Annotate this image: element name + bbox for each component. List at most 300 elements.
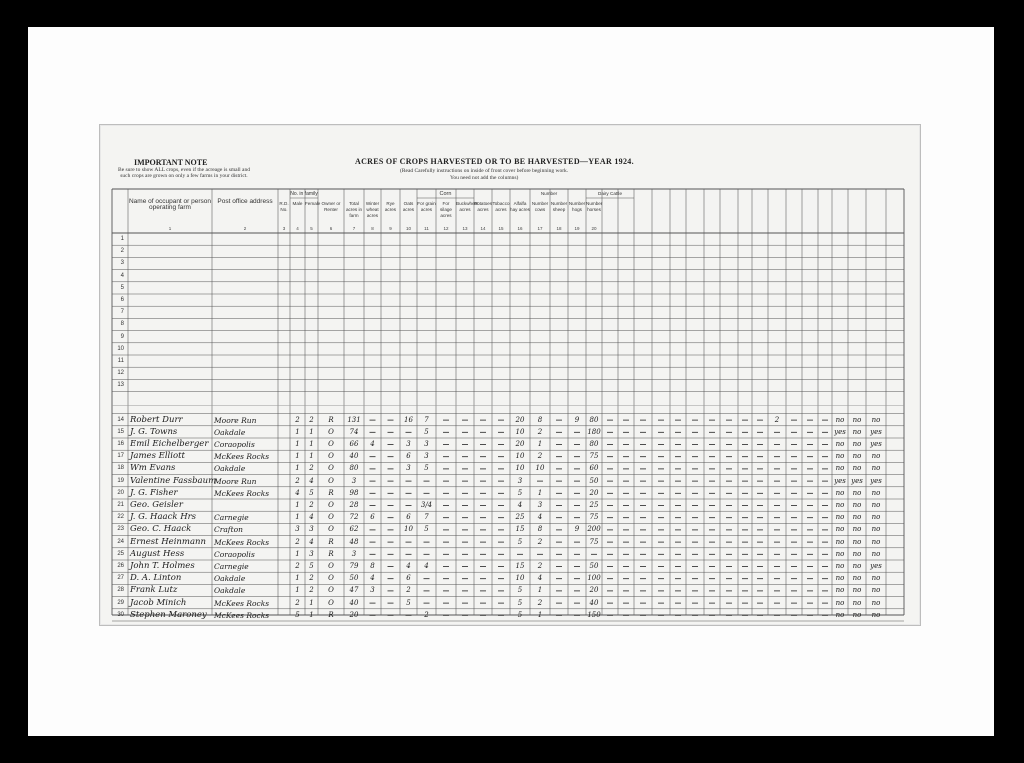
field-cows: 2 (537, 562, 543, 570)
field-hogs: 20 (589, 488, 599, 497)
field-alfalfa: 4 (517, 501, 523, 509)
field-cows: 3 (537, 501, 543, 509)
field-alfalfa: 3 (517, 476, 523, 485)
field-f: 2 (309, 586, 314, 595)
post-office-address: McKees Rocks (214, 488, 270, 498)
field-grain: 4 (424, 562, 429, 570)
post-office-address: McKees Rocks (214, 537, 270, 547)
field-alfalfa: 5 (517, 586, 523, 595)
field-total: 66 (349, 440, 359, 448)
field-owner: O (328, 452, 334, 461)
field-cows: 1 (537, 488, 543, 497)
field-owner: O (328, 586, 334, 595)
field-cows: 4 (537, 574, 543, 583)
note-text: Be sure to show ALL crops, even if the acreage is small and such crops are grown on only a few farms in your district. (118, 167, 250, 179)
field-oats: 6 (406, 513, 411, 522)
field-m: 1 (295, 549, 300, 558)
field-a: no (835, 488, 845, 497)
row-number: 15 (117, 428, 124, 435)
field-cows: 2 (537, 427, 543, 436)
field-m: 2 (295, 598, 300, 607)
field-grain: 5 (424, 525, 429, 534)
field-alfalfa: 10 (515, 452, 525, 461)
field-total: 40 (349, 452, 359, 461)
field-a: no (835, 525, 845, 534)
field-b: no (852, 610, 862, 619)
field-a: no (835, 464, 845, 473)
post-office-address: Oakdale (214, 586, 246, 596)
field-cows: 8 (537, 525, 543, 534)
row-number: 6 (120, 297, 124, 303)
field-owner: R (328, 415, 334, 424)
field-c: no (871, 537, 881, 546)
column-number: 19 (574, 226, 580, 231)
field-m: 2 (295, 537, 300, 546)
field-c: yes (870, 440, 882, 448)
field-a: no (835, 537, 845, 546)
number-header: Number (540, 191, 558, 196)
row-number: 24 (117, 538, 124, 545)
field-a: no (835, 452, 845, 461)
field-b: no (852, 452, 862, 461)
row-number: 13 (117, 382, 124, 389)
field-f: 2 (309, 464, 314, 473)
field-total: 3 (351, 549, 357, 558)
post-office-address: Carnegie (214, 562, 249, 571)
field-hogs: 80 (589, 415, 599, 424)
field-alfalfa: 5 (517, 488, 523, 497)
post-office-address: McKees Rocks (214, 452, 270, 462)
field-a: no (835, 415, 845, 424)
field-c: yes (870, 427, 882, 436)
field-c: no (871, 549, 881, 558)
occupant-name: Jacob Minich (130, 597, 187, 608)
field-total: 72 (349, 513, 359, 522)
field-owner: O (328, 476, 334, 485)
field-hogs: 80 (589, 440, 599, 448)
field-cows: 2 (537, 598, 543, 607)
post-office-address: Oakdale (214, 464, 246, 474)
census-form (99, 124, 921, 626)
field-c: no (871, 598, 881, 607)
row-number: 1 (120, 236, 124, 242)
field-owner: O (328, 525, 334, 534)
column-number: 3 (282, 226, 286, 231)
field-b: no (852, 513, 862, 522)
field-f: 1 (309, 598, 314, 607)
row-number: 16 (117, 441, 124, 447)
row-number: 25 (117, 550, 124, 557)
field-c: yes (870, 476, 882, 485)
field-f: 1 (309, 440, 314, 448)
field-c: no (871, 501, 881, 509)
occupant-name: J. G. Towns (130, 426, 178, 437)
field-f: 3 (309, 525, 314, 534)
field-a: no (835, 574, 845, 583)
column-header: Male (292, 201, 303, 206)
field-alfalfa: 10 (515, 464, 525, 473)
field-b: no (852, 549, 862, 558)
column-number: 15 (498, 226, 504, 231)
field-owner: O (328, 513, 334, 522)
row-number: 11 (117, 358, 124, 364)
field-horses: 9 (574, 415, 580, 424)
field-grain: 7 (424, 415, 429, 424)
occupant-name: Emil Eichelberger (130, 439, 209, 449)
occupant-name: Geo. C. Haack (130, 524, 192, 535)
field-hogs: 60 (589, 464, 599, 473)
column-number: 14 (480, 226, 486, 231)
column-header: Number cows (531, 201, 549, 212)
post-office-address: McKees Rocks (214, 598, 270, 608)
no-in-family-header: No. in family (290, 191, 318, 197)
post-office-address: Carnegie (214, 513, 249, 523)
field-m: 4 (295, 488, 300, 497)
field-m: 1 (295, 427, 300, 436)
post-office-address: McKees Rocks (214, 610, 270, 620)
field-m: 2 (295, 476, 300, 485)
column-header: For silage acres (439, 201, 452, 218)
row-number: 28 (117, 587, 124, 594)
field-f31: 2 (774, 415, 780, 424)
field-total: 3 (351, 476, 357, 485)
field-owner: R (328, 549, 334, 558)
column-header: Oats acres (402, 201, 415, 212)
post-office-address: Coraopolis (214, 549, 255, 559)
field-m: 5 (295, 610, 300, 619)
column-header: Potatoes acres (474, 201, 493, 212)
field-hogs: 100 (587, 574, 601, 583)
field-total: 98 (349, 488, 359, 497)
field-total: 50 (349, 574, 359, 583)
field-a: yes (834, 427, 846, 436)
field-b: no (852, 440, 862, 448)
field-cows: 1 (537, 586, 543, 595)
column-header: Number horses (586, 201, 603, 212)
field-f: 4 (309, 537, 314, 546)
field-m: 1 (295, 452, 300, 461)
column-number: 8 (371, 226, 374, 231)
field-grain: 3/4 (420, 501, 433, 509)
field-grain: 5 (424, 427, 429, 436)
field-total: 40 (349, 598, 359, 607)
field-oats: 2 (406, 586, 411, 595)
row-number: 5 (120, 284, 124, 291)
field-grain: 7 (424, 513, 429, 522)
field-b: no (852, 415, 862, 424)
field-b: no (852, 427, 862, 436)
field-cows: 1 (537, 440, 543, 448)
column-number: 7 (352, 226, 356, 231)
field-hogs: 50 (589, 476, 599, 485)
column-number: 18 (556, 226, 562, 231)
field-oats: 3 (406, 440, 411, 448)
note-title: IMPORTANT NOTE (134, 158, 208, 167)
field-cows: 2 (537, 537, 543, 546)
field-c: no (871, 464, 881, 473)
row-number: 4 (120, 272, 124, 279)
occupant-name: Wm Evans (130, 463, 176, 474)
field-b: no (852, 598, 862, 607)
field-alfalfa: 20 (515, 415, 525, 424)
field-owner: O (328, 574, 334, 583)
post-office-address: Crafton (214, 525, 243, 535)
field-c: no (871, 610, 881, 619)
column-header: Name of occupant or person operating farm (128, 198, 212, 211)
column-header: Rye acres (384, 201, 397, 212)
field-hogs: 25 (589, 501, 599, 509)
field-alfalfa: 10 (515, 574, 525, 583)
field-alfalfa: 5 (517, 537, 523, 546)
field-m: 1 (295, 464, 300, 473)
field-c: no (871, 415, 881, 424)
column-number: 20 (591, 226, 597, 231)
field-wheat: 3 (370, 586, 375, 595)
field-owner: O (328, 598, 334, 607)
column-header: Winter wheat acres (365, 201, 380, 218)
field-alfalfa: 15 (515, 562, 525, 570)
field-grain: 3 (424, 452, 429, 461)
column-header: Number hogs (568, 201, 586, 212)
column-number: 6 (329, 226, 333, 231)
field-a: no (835, 586, 845, 595)
field-f: 2 (309, 574, 314, 583)
occupant-name: Stephen Maroney (130, 609, 207, 620)
row-number: 17 (117, 453, 124, 460)
field-m: 1 (295, 574, 300, 583)
column-header: Female (305, 201, 321, 206)
field-b: no (852, 525, 862, 534)
field-b: no (852, 586, 862, 595)
field-c: no (871, 513, 881, 522)
row-number: 9 (120, 333, 124, 340)
dairy-cattle-header: Dairy Cattle (598, 191, 622, 196)
field-m: 1 (295, 586, 300, 595)
row-number: 26 (117, 563, 124, 569)
column-header: Tobacco acres (492, 201, 510, 212)
row-number: 27 (117, 575, 124, 582)
field-m: 2 (295, 562, 300, 570)
column-number: 17 (537, 226, 543, 231)
field-owner: O (328, 427, 334, 436)
field-cows: 1 (537, 610, 543, 619)
column-header: Alfalfa hay acres (510, 201, 530, 212)
field-f: 2 (309, 415, 314, 424)
post-office-address: Moore Run (214, 476, 257, 486)
field-m: 1 (295, 501, 300, 509)
field-b: no (852, 537, 862, 546)
field-c: no (871, 574, 881, 583)
subtitle-instructions: (Read Carefully instructions on inside of front cover before beginning work. (400, 168, 569, 174)
field-b: no (852, 464, 862, 473)
row-number: 19 (117, 477, 124, 484)
field-c: no (871, 452, 881, 461)
field-alfalfa: 15 (515, 525, 525, 534)
field-hogs: 150 (587, 610, 601, 619)
row-number: 7 (120, 309, 124, 316)
column-number: 11 (424, 226, 429, 231)
corn-header: Corn (439, 191, 452, 197)
field-wheat: 4 (370, 440, 375, 448)
column-number: 2 (243, 226, 247, 231)
field-owner: O (328, 501, 334, 509)
field-total: 131 (347, 415, 361, 424)
field-f: 4 (309, 476, 314, 485)
field-owner: R (328, 488, 334, 497)
column-header: For grain acres (417, 201, 436, 212)
field-c: yes (870, 562, 882, 570)
column-header: R.D. No. (279, 201, 289, 212)
post-office-address: Oakdale (214, 427, 246, 437)
row-number: 2 (120, 248, 124, 255)
column-number: 16 (517, 226, 523, 231)
field-f: 5 (309, 562, 314, 570)
field-a: no (835, 549, 845, 558)
field-m: 3 (295, 525, 300, 534)
field-hogs: 75 (589, 452, 599, 461)
occupant-name: Geo. Geisler (130, 500, 183, 510)
page-title: ACRES OF CROPS HARVESTED OR TO BE HARVESTED—YEAR 1924. (355, 157, 634, 166)
column-number: 10 (405, 226, 411, 231)
row-number: 29 (117, 599, 124, 606)
field-hogs: 20 (589, 586, 599, 595)
field-oats: 4 (406, 562, 411, 570)
post-office-address: Oakdale (214, 574, 246, 584)
row-number: 20 (117, 489, 124, 496)
field-horses: 9 (574, 525, 580, 534)
field-a: no (835, 598, 845, 607)
occupant-name: Robert Durr (130, 414, 183, 425)
field-a: no (835, 501, 845, 509)
field-b: no (852, 574, 862, 583)
occupant-name: Valentine Fassbaum (130, 475, 217, 486)
field-hogs: 75 (589, 513, 599, 522)
field-cows: 4 (537, 513, 543, 522)
field-total: 48 (349, 537, 359, 546)
field-alfalfa: 5 (517, 598, 523, 607)
field-a: no (835, 513, 845, 522)
field-wheat: 6 (370, 513, 375, 522)
field-grain: 2 (424, 610, 429, 619)
subtitle-note: You need not add the columns) (450, 175, 519, 181)
column-header: Total acres in farm (345, 201, 363, 218)
field-wheat: 4 (370, 574, 375, 583)
field-grain: 3 (424, 440, 429, 448)
field-oats: 6 (406, 574, 411, 583)
field-c: no (871, 586, 881, 595)
column-header: Post office address (217, 198, 273, 205)
field-f: 1 (309, 610, 314, 619)
post-office-address: Moore Run (214, 415, 257, 425)
field-owner: O (328, 440, 334, 448)
field-owner: R (328, 537, 334, 546)
field-hogs: 40 (589, 598, 599, 607)
field-c: no (871, 525, 881, 534)
occupant-name: J. G. Fisher (130, 487, 178, 498)
field-cows: 10 (535, 464, 545, 473)
column-number: 9 (389, 226, 392, 231)
occupant-name: John T. Holmes (130, 561, 195, 571)
field-a: no (835, 440, 845, 448)
field-oats: 10 (404, 525, 413, 534)
field-hogs: 75 (589, 537, 599, 546)
field-f: 2 (309, 501, 314, 509)
row-number: 23 (117, 526, 124, 533)
field-f: 5 (309, 488, 314, 497)
occupant-name: August Hess (130, 548, 185, 559)
field-total: 62 (349, 525, 359, 534)
field-oats: 6 (406, 452, 411, 461)
field-m: 1 (295, 513, 300, 522)
field-total: 74 (349, 427, 359, 436)
field-hogs: 180 (587, 427, 601, 436)
field-c: no (871, 488, 881, 497)
field-grain: 5 (424, 464, 429, 473)
row-number: 21 (117, 502, 124, 508)
field-total: 28 (349, 501, 359, 509)
occupant-name: Frank Lutz (130, 585, 178, 596)
field-cows: 8 (537, 415, 543, 424)
row-number: 12 (117, 370, 124, 377)
row-number: 10 (117, 345, 124, 352)
field-total: 80 (349, 464, 359, 473)
occupant-name: Ernest Heinmann (130, 536, 206, 547)
field-b: no (852, 488, 862, 497)
column-number: 1 (168, 226, 172, 231)
field-alfalfa: 20 (515, 440, 525, 448)
field-owner: R (328, 610, 334, 619)
field-f: 4 (309, 513, 314, 522)
field-a: yes (834, 476, 846, 485)
field-oats: 16 (404, 415, 413, 424)
row-number: 30 (117, 611, 124, 618)
column-number: 12 (443, 226, 449, 231)
occupant-name: James Elliott (130, 451, 185, 462)
column-number: 13 (462, 226, 468, 231)
column-header: Buckwheat acres (456, 201, 479, 212)
field-f: 3 (309, 549, 314, 558)
column-header: Number sheep (550, 201, 568, 212)
row-number: 14 (117, 416, 124, 423)
row-number: 3 (120, 260, 124, 267)
post-office-address: Coraopolis (214, 440, 255, 449)
field-b: yes (851, 476, 863, 485)
row-number: 18 (117, 465, 124, 472)
field-alfalfa: 25 (515, 513, 525, 522)
field-m: 1 (295, 440, 300, 448)
column-header: Owner or Renter (321, 201, 341, 212)
occupant-name: J. G. Haack Hrs (130, 512, 197, 523)
field-alfalfa: 10 (515, 427, 525, 436)
field-m: 2 (295, 415, 300, 424)
field-total: 47 (349, 586, 359, 595)
field-cows: 2 (537, 452, 543, 461)
occupant-name: D. A. Linton (130, 573, 182, 584)
field-f: 1 (309, 452, 314, 461)
field-owner: O (328, 464, 334, 473)
field-oats: 5 (406, 598, 411, 607)
field-a: no (835, 610, 845, 619)
row-number: 22 (117, 514, 124, 521)
field-total: 20 (349, 610, 359, 619)
column-number: 4 (296, 226, 299, 231)
field-alfalfa: 5 (517, 610, 523, 619)
field-owner: O (328, 562, 334, 570)
field-hogs: 50 (589, 562, 599, 570)
row-number: 8 (120, 321, 124, 328)
field-b: no (852, 501, 862, 509)
field-b: no (852, 562, 862, 570)
